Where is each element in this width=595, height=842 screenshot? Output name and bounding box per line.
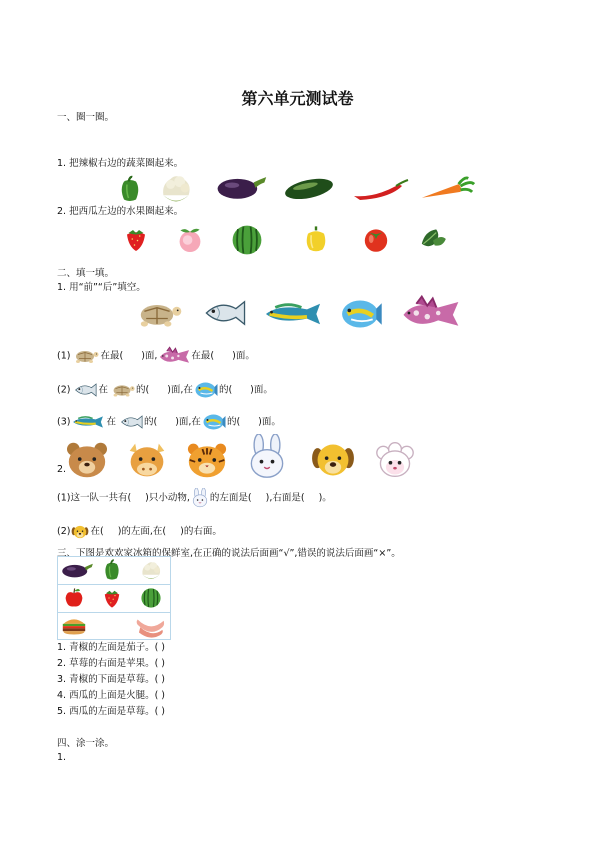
green-pepper-icon: [115, 174, 145, 204]
pink-fish-icon: [157, 346, 191, 366]
section2-q1: 1. 用“前”“后”填空。: [57, 282, 146, 293]
statement-1: 1. 青椒的左面是茄子。( ): [57, 642, 166, 653]
peach-icon: [174, 224, 206, 256]
bear-icon: [64, 440, 110, 480]
section3-heading: 三、下图是欢欢家冰箱的保鲜室,在正确的说法后面画“√”,错误的说法后面画“×”。: [57, 548, 401, 559]
burger-icon: [60, 613, 88, 637]
eggplant-icon: [60, 560, 94, 580]
turtle-icon: [70, 347, 100, 365]
sentence-5: (2) 在( )的左面,在( )的右面。: [57, 522, 222, 542]
green-pepper-icon: [100, 558, 124, 582]
sentence-2: (2) 在 的( )面,在 的( )面。: [57, 380, 273, 401]
carrot-icon: [418, 174, 476, 204]
section2-q2-label: 2.: [57, 464, 67, 475]
blue-fish-icon: [201, 412, 227, 432]
section4-heading: 四、涂一涂。: [57, 738, 115, 749]
dog-icon: [70, 524, 90, 540]
tomato-icon: [360, 223, 392, 255]
dog-icon: [310, 440, 356, 480]
apple-icon: [62, 586, 86, 610]
statement-3: 3. 青椒的下面是草莓。( ): [57, 674, 166, 685]
watermelon-icon: [138, 586, 164, 610]
chili-icon: [350, 178, 410, 202]
blue-fish-icon: [193, 380, 219, 400]
tiger-icon: [184, 440, 230, 480]
greens-icon: [415, 223, 451, 255]
section1-q1: 1. 把辣椒右边的蔬菜圈起来。: [57, 158, 184, 169]
section1-q2: 2. 把西瓜左边的水果圈起来。: [57, 206, 184, 217]
zucchini-icon: [282, 174, 336, 202]
sentence-3: (3) 在 的( )面,在 的( )面。: [57, 412, 281, 433]
eggplant-icon: [214, 172, 268, 202]
section1-heading: 一、圈一圈。: [57, 112, 115, 123]
grid-line: [58, 584, 170, 585]
cauliflower-icon: [138, 558, 164, 582]
sentence-1: (1) 在最( )面, 在最( )面。: [57, 346, 255, 367]
angelfish-icon: [70, 381, 98, 399]
sentence-4: (1)这一队一共有( )只小动物, 的左面是( ),右面是( )。: [57, 488, 332, 509]
section4-q1: 1.: [57, 752, 67, 763]
pink-fish-icon: [398, 294, 462, 332]
turtle-icon: [108, 381, 136, 399]
statement-4: 4. 西瓜的上面是火腿。( ): [57, 690, 166, 701]
watermelon-icon: [229, 222, 265, 258]
angelfish-icon: [116, 413, 144, 431]
mahi-fish-icon: [260, 300, 326, 328]
rabbit-icon: [190, 488, 210, 508]
rabbit-icon: [244, 434, 290, 480]
sausage-icon: [132, 613, 168, 639]
sheep-icon: [372, 440, 418, 480]
statement-5: 5. 西瓜的左面是草莓。( ): [57, 706, 166, 717]
turtle-icon: [130, 298, 184, 330]
section2-heading: 二、填一填。: [57, 268, 115, 279]
angelfish-icon: [196, 296, 248, 330]
strawberry-icon: [100, 586, 124, 610]
cauliflower-icon: [158, 170, 194, 206]
blue-fish-icon: [338, 296, 384, 332]
page-title: 第六单元测试卷: [241, 89, 354, 108]
mahi-fish-icon: [70, 414, 106, 430]
statement-2: 2. 草莓的右面是苹果。( ): [57, 658, 166, 669]
strawberry-icon: [121, 224, 151, 254]
yellow-pepper-icon: [300, 224, 332, 256]
cow-icon: [124, 440, 170, 480]
